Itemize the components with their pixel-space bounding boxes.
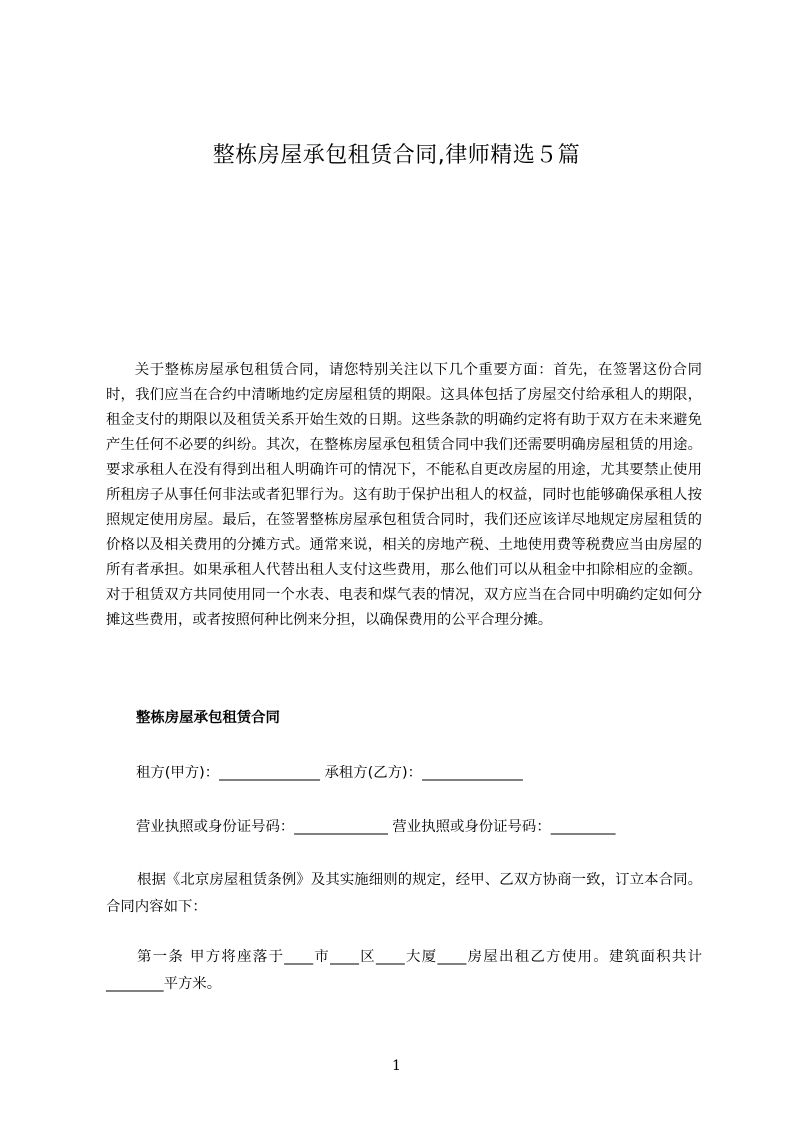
document-title: 整栋房屋承包租赁合同,律师精选５篇 [212,143,581,168]
contract-heading: 整栋房屋承包租赁合同 [136,710,280,726]
page-number: 1 [392,1058,401,1074]
parties-line: 租方(甲方)：______________ 承租方(乙方)：______________ [136,765,523,781]
article-one-paragraph: 第一条 甲方将座落于____市____区____大厦____房屋出租乙方使用。建筑面积共计________平方米。 [106,949,702,992]
intro-paragraph: 关于整栋房屋承包租赁合同，请您特别关注以下几个重要方面：首先，在签署这份合同时，我们应当在合约中清晰地约定房屋租赁的期限。这具体包括了房屋交付给承租人的期限，租金支付的期限以及租赁关系开始生效的日期。这些条款的明确约定将有助于双方在未来避免产生任何不必要的纠纷。其次，在整栋房屋承包租赁合同中我们还需要明确房屋租赁的用途。要求承租人在没有得到出租人明确许可的情况下，不能私自更改房屋的用途，尤其要禁止使用所租房子从事任何非法或者犯罪行为。这有助于保护出租人的权益，同时也能够确保承租人按照规定使用房屋。最后，在签署整栋房屋承包租赁合同时，我们还应该详尽地规定房屋租赁的价格以及相关费用的分摊方式。通常来说，相关的房地产税、土地使用费等税费应当由房屋的所有者承担。如果承租人代替出租人支付这些费用，那么他们可以从租金中扣除相应的金额。对于租赁双方共同使用同一个水表、电表和煤气表的情况，双方应当在合同中明确约定如何分摊这些费用，或者按照何种比例来分担，以确保费用的公平合理分摊。 [106,362,702,628]
license-line: 营业执照或身份证号码：_____________ 营业执照或身份证号码：_________ [136,819,616,835]
basis-paragraph: 根据《北京房屋租赁条例》及其实施细则的规定，经甲、乙双方协商一致，订立本合同。合同内容如下： [106,872,702,915]
